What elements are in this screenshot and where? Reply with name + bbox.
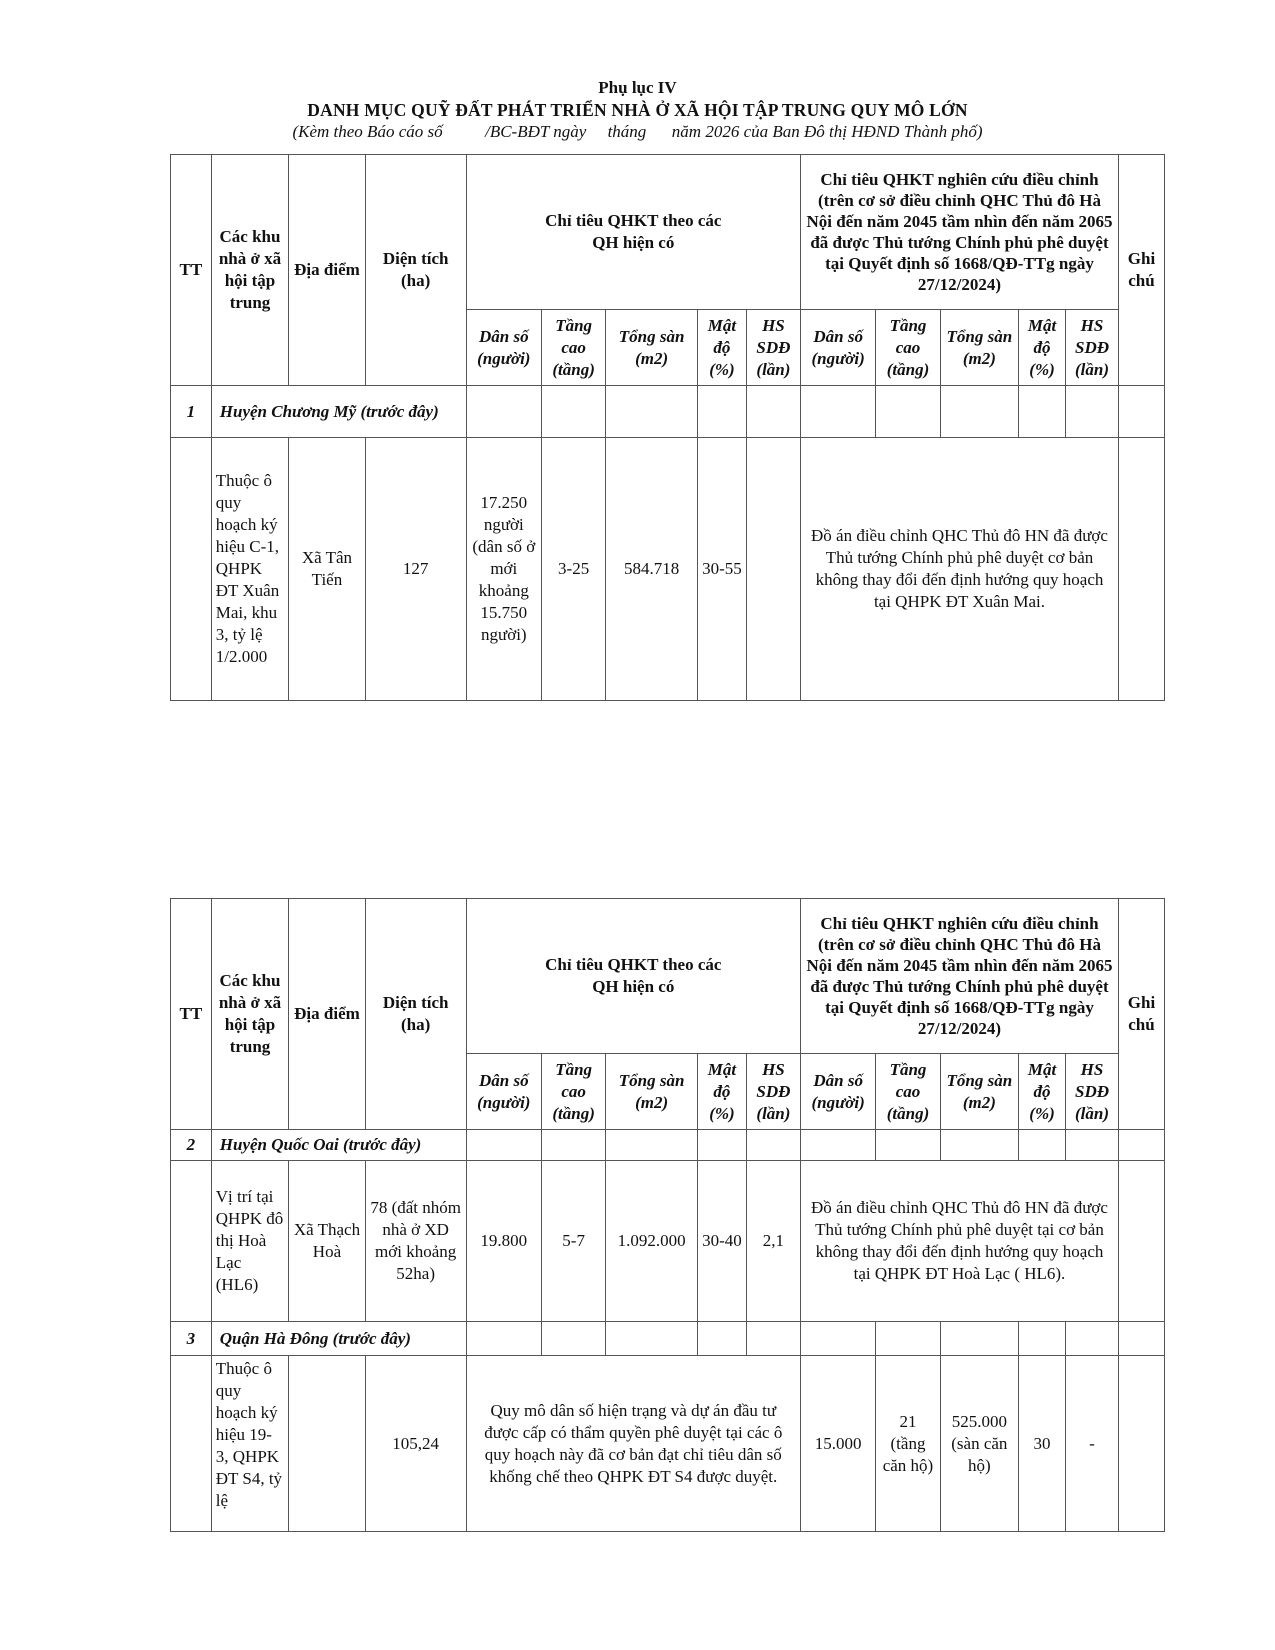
land-fund-table-2 (170, 898, 1165, 1532)
row-adjusted-note: Đồ án điều chỉnh QHC Thủ đô HN đã được Thủ tướng Chính phủ phê duyệt cơ bản không thay đổi đến định hướng quy hoạch tại QHPK ĐT Xuân Mai. (800, 438, 1118, 701)
group-name: Huyện Quốc Oai (trước đây) (211, 1130, 466, 1161)
col-group-current: Chỉ tiêu QHKT theo các QH hiện có (466, 155, 800, 310)
row-adjusted-note: Đồ án điều chỉnh QHC Thủ đô HN đã được Thủ tướng Chính phủ phê duyệt tại cơ bản không thay đổi đến định hướng quy hoạch tại QHPK ĐT Hoà Lạc ( HL6). (800, 1161, 1118, 1322)
col-group-current: Chỉ tiêu QHKT theo các QH hiện có (466, 899, 800, 1054)
col-adj-dan-so: Dân số (người) (800, 310, 875, 386)
col-adj-tong-san: Tổng sàn (m2) (940, 310, 1018, 386)
col-adj-dan-so: Dân số (người) (800, 1054, 875, 1130)
col-tong-san: Tổng sàn (m2) (606, 310, 698, 386)
row-adj-tong-san: 525.000 (sàn căn hộ) (940, 1356, 1018, 1532)
row-tong-san: 1.092.000 (606, 1161, 698, 1322)
col-dan-so: Dân số (người) (466, 310, 541, 386)
group-tt: 2 (171, 1130, 212, 1161)
row-tang-cao: 5-7 (542, 1161, 606, 1322)
row-dia-diem (289, 1356, 365, 1532)
row-dien-tich: 78 (đất nhóm nhà ở XD mới khoảng 52ha) (365, 1161, 466, 1322)
col-group-adjusted: Chỉ tiêu QHKT nghiên cứu điều chỉnh (trên cơ sở điều chỉnh QHC Thủ đô Hà Nội đến năm 2045 tầm nhìn đến năm 2065 đã được Thủ tướng Chính phủ phê duyệt tại Quyết định số 1668/QĐ-TTg ngày 27/12/2024) (800, 899, 1118, 1054)
col-adj-hs-sdd: HS SDĐ (lần) (1065, 1054, 1118, 1130)
col-khu: Các khu nhà ở xã hội tập trung (211, 899, 288, 1130)
col-adj-tang-cao: Tầng cao (tầng) (876, 1054, 940, 1130)
row-dan-so: 17.250 người (dân số ở mới khoảng 15.750 người) (466, 438, 541, 701)
row-adj-mat-do: 30 (1019, 1356, 1066, 1532)
row-dan-so: 19.800 (466, 1161, 541, 1322)
row-khu: Thuộc ô quy hoạch ký hiệu 19-3, QHPK ĐT S4, tỷ lệ (211, 1356, 288, 1532)
row-adj-dan-so: 15.000 (800, 1356, 875, 1532)
row-mat-do: 30-40 (697, 1161, 746, 1322)
row-tang-cao: 3-25 (542, 438, 606, 701)
col-dien-tich: Diện tích (ha) (365, 155, 466, 386)
group-tt: 1 (171, 386, 212, 438)
col-adj-mat-do: Mật độ (%) (1019, 310, 1066, 386)
col-mat-do: Mật độ (%) (697, 1054, 746, 1130)
row-hs-sdd: 2,1 (746, 1161, 800, 1322)
col-adj-hs-sdd: HS SDĐ (lần) (1065, 310, 1118, 386)
document-title: DANH MỤC QUỸ ĐẤT PHÁT TRIỂN NHÀ Ở XÃ HỘI TẬP TRUNG QUY MÔ LỚN (307, 100, 968, 120)
col-khu: Các khu nhà ở xã hội tập trung (211, 155, 288, 386)
land-fund-table-1 (170, 154, 1165, 701)
col-dien-tich: Diện tích (ha) (365, 899, 466, 1130)
row-dien-tich: 105,24 (365, 1356, 466, 1532)
col-hs-sdd: HS SDĐ (lần) (746, 310, 800, 386)
row-dia-diem: Xã Tân Tiến (289, 438, 365, 701)
group-name: Quận Hà Đông (trước đây) (211, 1322, 466, 1356)
row-dia-diem: Xã Thạch Hoà (289, 1161, 365, 1322)
col-tong-san: Tổng sàn (m2) (606, 1054, 698, 1130)
row-dien-tich: 127 (365, 438, 466, 701)
col-mat-do: Mật độ (%) (697, 310, 746, 386)
col-adj-tong-san: Tổng sàn (m2) (940, 1054, 1018, 1130)
col-group-adjusted: Chỉ tiêu QHKT nghiên cứu điều chỉnh (trên cơ sở điều chỉnh QHC Thủ đô Hà Nội đến năm 2045 tầm nhìn đến năm 2065 đã được Thủ tướng Chính phủ phê duyệt tại Quyết định số 1668/QĐ-TTg ngày 27/12/2024) (800, 155, 1118, 310)
row-current-note: Quy mô dân số hiện trạng và dự án đầu tư được cấp có thẩm quyền phê duyệt tại các ô quy hoạch này đã cơ bản đạt chỉ tiêu dân số khống chế theo QHPK ĐT S4 được duyệt. (466, 1356, 800, 1532)
col-tang-cao: Tầng cao (tầng) (542, 310, 606, 386)
col-tt: TT (171, 155, 212, 386)
col-adj-tang-cao: Tầng cao (tầng) (876, 310, 940, 386)
row-mat-do: 30-55 (697, 438, 746, 701)
row-hs-sdd (746, 438, 800, 701)
row-tong-san: 584.718 (606, 438, 698, 701)
col-adj-mat-do: Mật độ (%) (1019, 1054, 1066, 1130)
row-adj-hs-sdd: - (1065, 1356, 1118, 1532)
col-tang-cao: Tầng cao (tầng) (542, 1054, 606, 1130)
group-name: Huyện Chương Mỹ (trước đây) (211, 386, 466, 438)
group-tt: 3 (171, 1322, 212, 1356)
col-dan-so: Dân số (người) (466, 1054, 541, 1130)
row-khu: Thuộc ô quy hoạch ký hiệu C-1, QHPK ĐT Xuân Mai, khu 3, tỷ lệ 1/2.000 (211, 438, 288, 701)
appendix-label: Phụ lục IV (598, 78, 677, 97)
col-hs-sdd: HS SDĐ (lần) (746, 1054, 800, 1130)
col-ghi-chu: Ghi chú (1119, 155, 1165, 386)
document-subtitle: (Kèm theo Báo cáo số /BC-BĐT ngày tháng năm 2026 của Ban Đô thị HĐND Thành phố) (292, 122, 983, 141)
col-dia-diem: Địa điểm (289, 899, 365, 1130)
col-dia-diem: Địa điểm (289, 155, 365, 386)
col-ghi-chu: Ghi chú (1119, 899, 1165, 1130)
col-tt: TT (171, 899, 212, 1130)
row-adj-tang-cao: 21 (tầng căn hộ) (876, 1356, 940, 1532)
row-khu: Vị trí tại QHPK đô thị Hoà Lạc (HL6) (211, 1161, 288, 1322)
